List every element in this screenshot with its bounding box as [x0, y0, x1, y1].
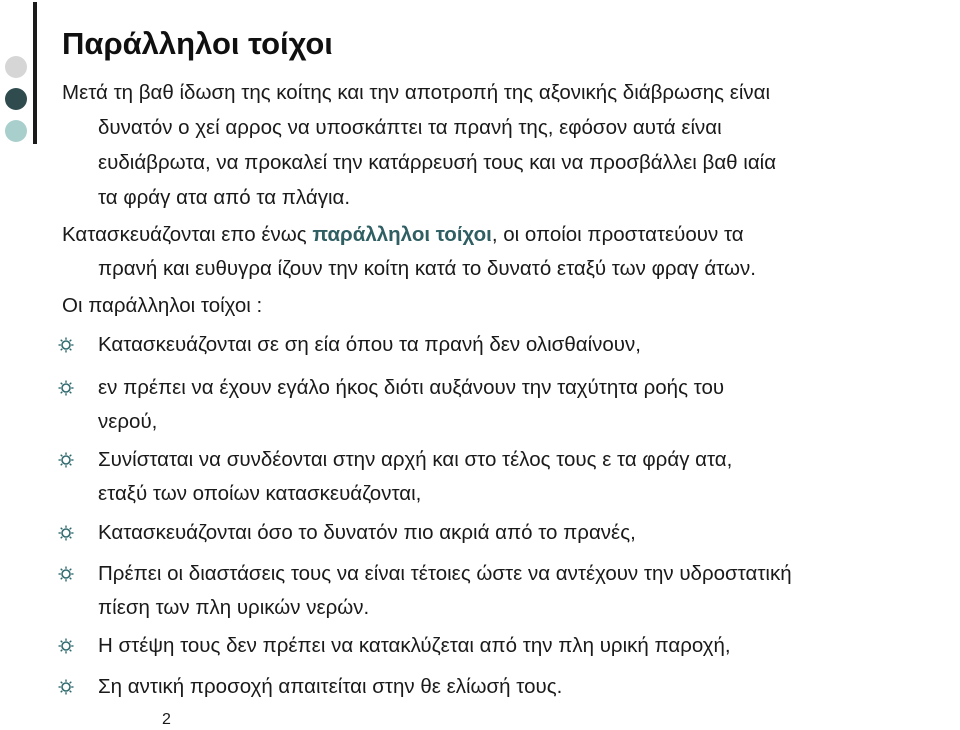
intro-line: ευδιάβρωτα, να προκαλεί την κατάρρευσή τους και να προσβάλλει βαθ ιαία	[98, 151, 777, 174]
sun-bullet-icon	[58, 525, 74, 541]
bullet-text: Η στέψη τους δεν πρέπει να κατακλύζεται από την πλη υρική παροχή,	[98, 634, 731, 657]
construct-line: πρανή και ευθυγρα ίζουν την κοίτη κατά το δυνατό εταξύ των φραγ άτων.	[98, 257, 756, 280]
construct-paragraph	[62, 218, 744, 252]
construct-text: Κατασκευάζονται επο ένως	[62, 223, 313, 246]
sun-bullet-icon	[58, 452, 74, 468]
bullet-text: εταξύ των οποίων κατασκευάζονται,	[98, 482, 422, 505]
slide-title: Παράλληλοι τοίχοι	[62, 26, 333, 61]
bullet-text: εν πρέπει να έχουν εγάλο ήκος διότι αυξάνουν την ταχύτητα ροής του	[98, 376, 725, 399]
title-accent-bar	[33, 2, 37, 144]
intro-line: Μετά τη βαθ ίδωση της κοίτης και την αποτροπή της αξονικής διάβρωσης είναι	[62, 81, 771, 104]
decor-dot-teal	[5, 120, 27, 142]
bullet-text: νερού,	[98, 410, 158, 433]
intro-line: τα φράγ ατα από τα πλάγια.	[98, 186, 351, 209]
bullet-text: Κατασκευάζονται σε ση εία όπου τα πρανή δεν ολισθαίνουν,	[98, 333, 641, 356]
sun-bullet-icon	[58, 679, 74, 695]
construct-text: , οι οποίοι προστατεύουν τα	[491, 223, 744, 246]
list-heading: Οι παράλληλοι τοίχοι :	[62, 294, 263, 317]
sun-bullet-icon	[58, 380, 74, 396]
bullet-text: Συνίσταται να συνδέονται στην αρχή και στο τέλος τους ε τα φράγ ατα,	[98, 448, 733, 471]
bullet-text: Κατασκευάζονται όσο το δυνατόν πιο ακριά από το πρανές,	[98, 521, 636, 544]
bullet-text: πίεση των πλη υρικών νερών.	[98, 596, 370, 619]
bullet-text: Ση αντική προσοχή απαιτείται στην θε ελίωσή τους.	[98, 675, 563, 698]
sun-bullet-icon	[58, 638, 74, 654]
sun-bullet-icon	[58, 337, 74, 353]
page-number: 2	[162, 711, 171, 728]
bullet-text: Πρέπει οι διαστάσεις τους να είναι τέτοιες ώστε να αντέχουν την υδροστατική	[98, 562, 792, 585]
sun-bullet-icon	[58, 566, 74, 582]
decor-dot-dark	[5, 88, 27, 110]
intro-line: δυνατόν ο χεί αρρος να υποσκάπτει τα πρανή της, εφόσον αυτά είναι	[98, 116, 722, 139]
highlight-term: παράλληλοι τοίχοι	[312, 223, 492, 246]
decor-dot-light	[5, 56, 27, 78]
